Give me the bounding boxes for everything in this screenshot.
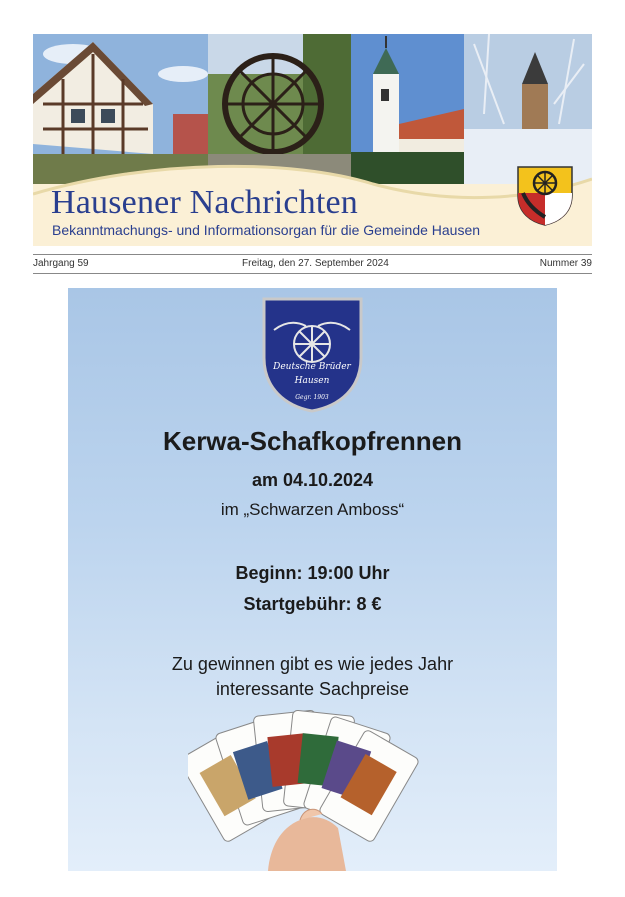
volume-label: Jahrgang 59 <box>33 258 89 269</box>
event-entry-fee: Startgebühr: 8 € <box>243 594 382 614</box>
issue-number: Nummer 39 <box>539 258 592 269</box>
event-prize-line-1: Zu gewinnen gibt es wie jedes Jahr <box>171 654 454 674</box>
newsletter-subtitle: Bekanntmachungs- und Informationsorgan für die Gemeinde Hausen <box>52 222 481 238</box>
newsletter-title: Hausener Nachrichten <box>51 184 359 221</box>
issue-info-bar <box>33 254 592 274</box>
club-name: Deutsche Brüder <box>273 362 351 372</box>
issue-date: Freitag, den 27. September 2024 <box>242 258 389 269</box>
municipal-crest-icon <box>515 165 575 227</box>
event-title: Kerwa-Schafkopfrennen <box>162 426 463 456</box>
event-venue: im „Schwarzen Amboss“ <box>220 500 405 519</box>
event-prize-line-2: interessante Sachpreise <box>215 679 410 699</box>
event-date: am 04.10.2024 <box>251 470 374 490</box>
newsletter-header <box>33 34 592 246</box>
playing-cards-in-hand-image <box>188 698 428 871</box>
event-start-time: Beginn: 19:00 Uhr <box>235 563 390 583</box>
event-poster <box>68 288 557 871</box>
club-logo <box>260 296 365 414</box>
club-founded: Gegr. 1903 <box>295 394 329 401</box>
club-town: Hausen <box>294 376 330 386</box>
